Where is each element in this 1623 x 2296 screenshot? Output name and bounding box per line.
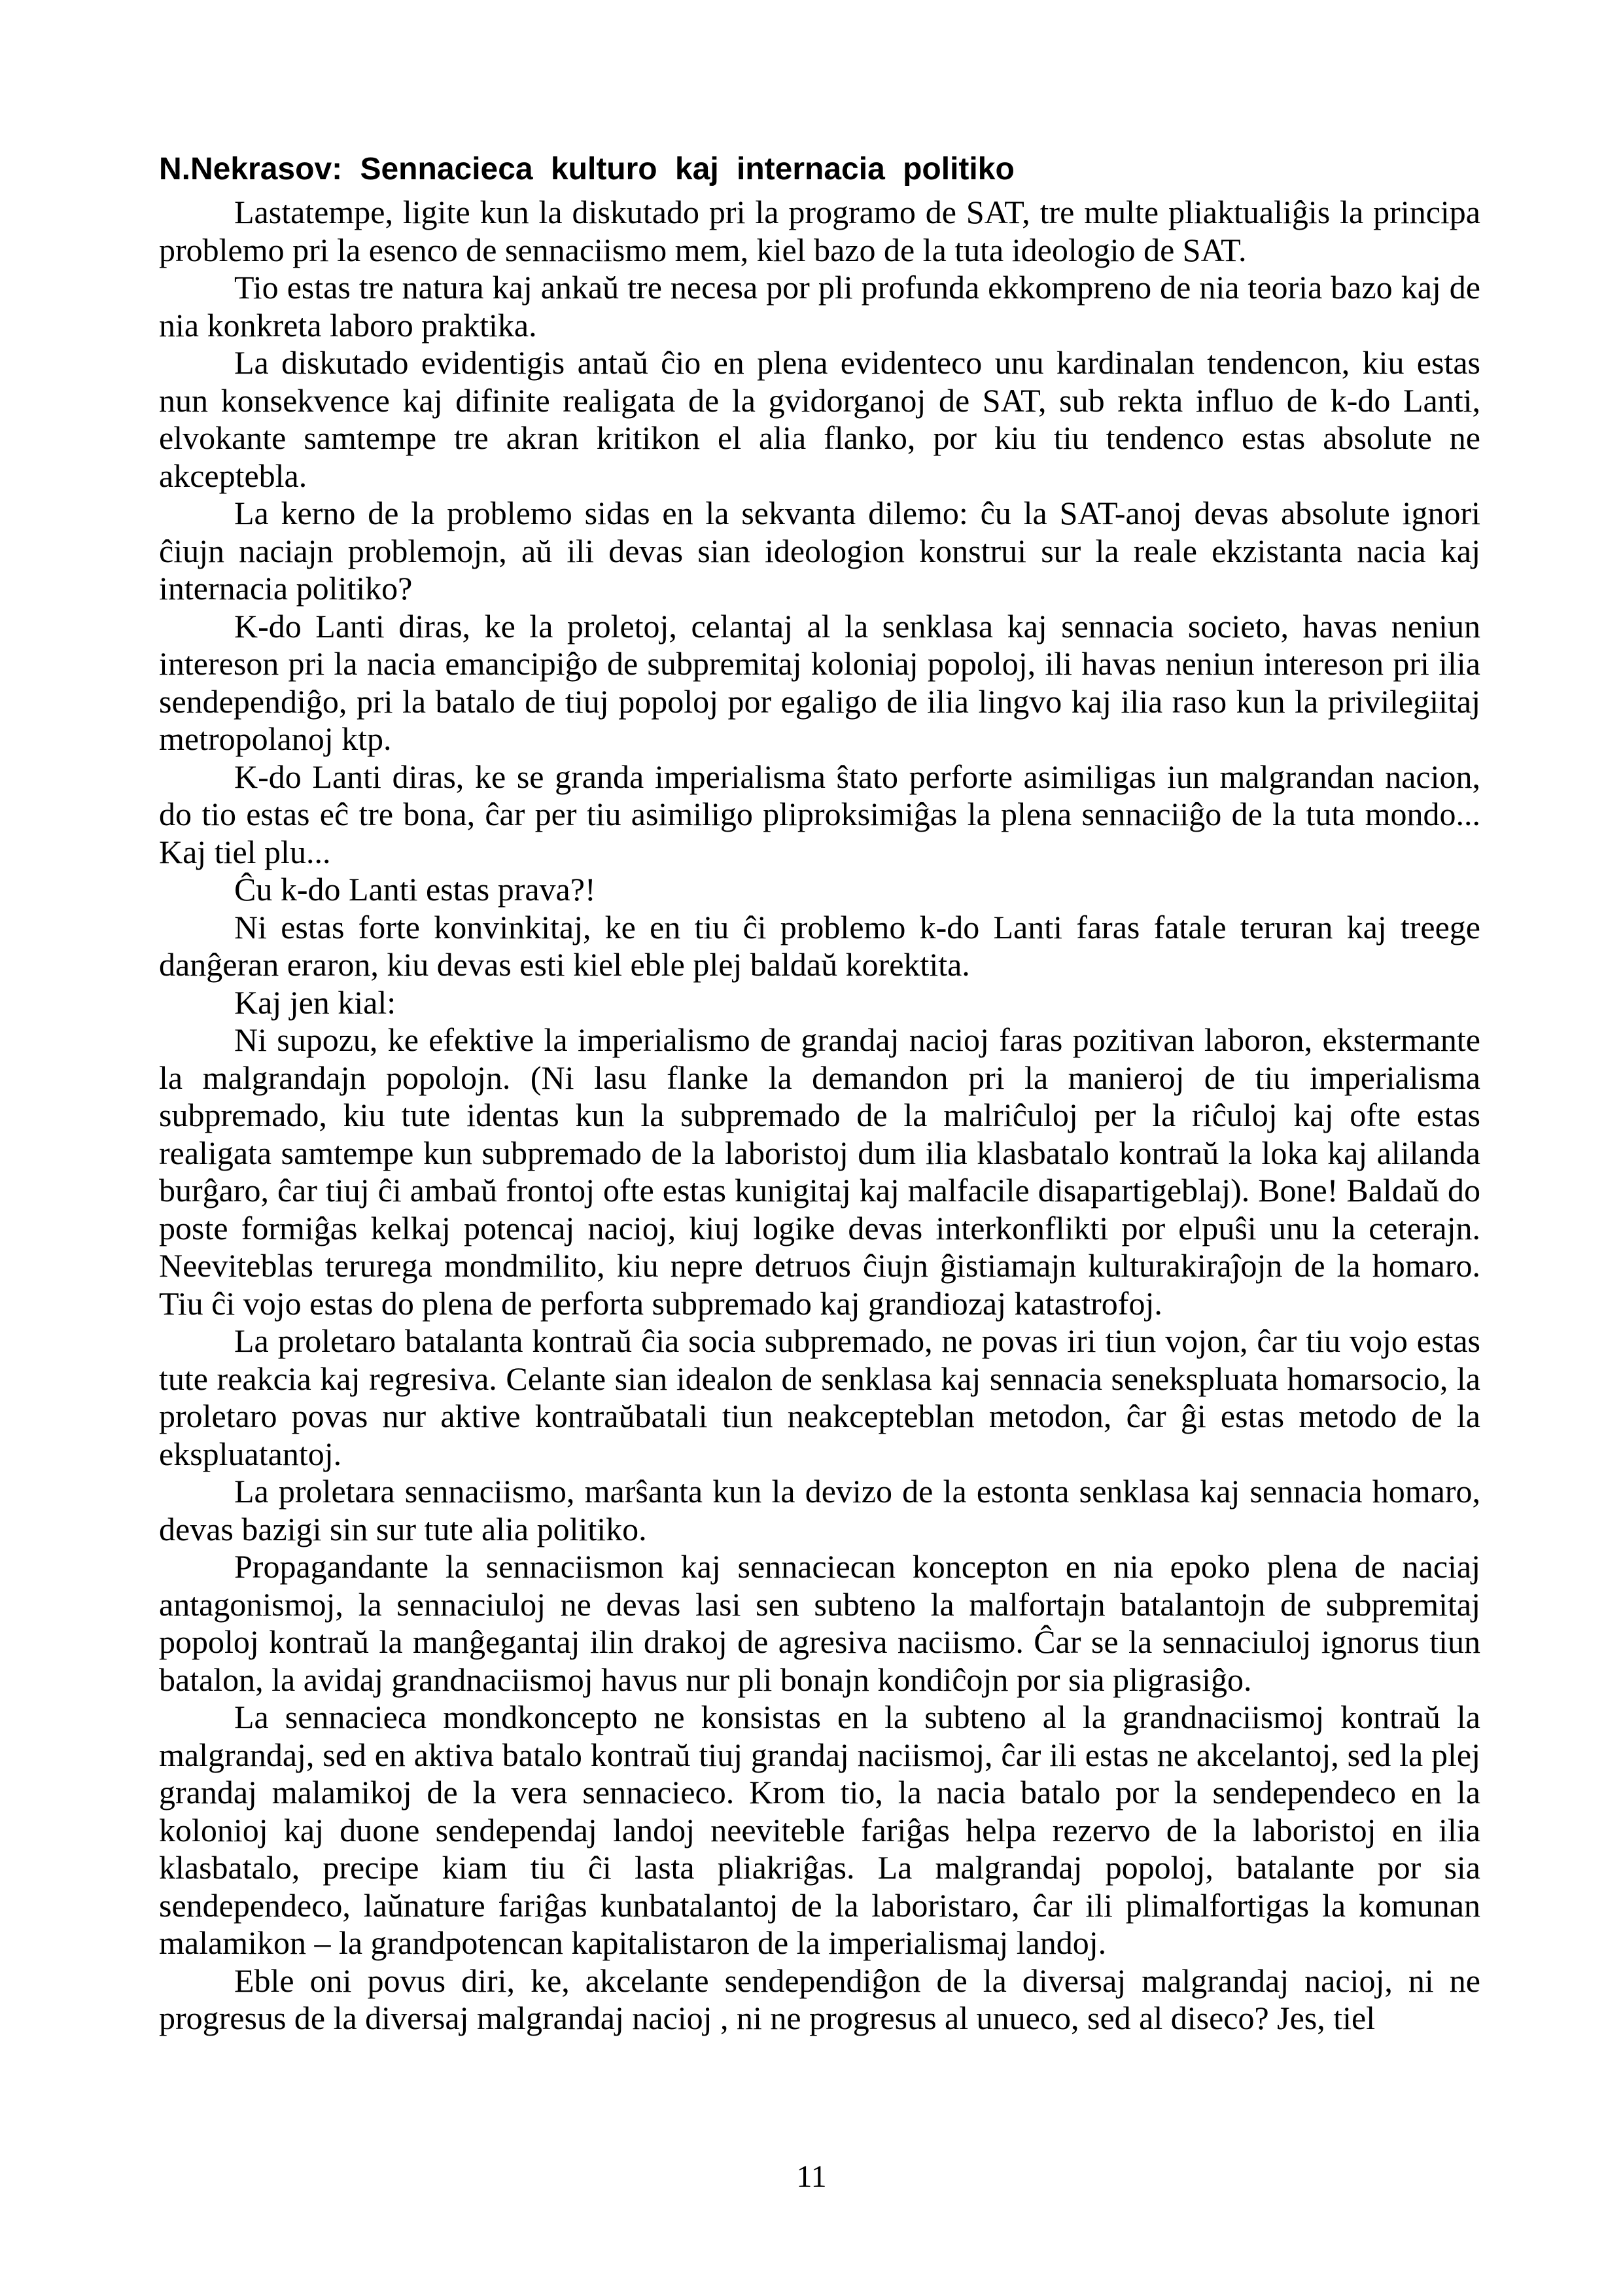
body-paragraphs	[159, 194, 1480, 2038]
paragraph: Ni estas forte konvinkitaj, ke en tiu ĉi problemo k-do Lanti faras fatale teruran kaj treege danĝeran eraron, kiu devas esti kiel eble plej baldaŭ korektita.	[159, 908, 1480, 983]
paragraph: La proletaro batalanta kontraŭ ĉia socia subpremado, ne povas iri tiun vojon, ĉar tiu vojo estas tute reakcia kaj regresiva. Celante sian idealon de senklasa kaj sennacia senekspluata homarsocio, la proletaro povas nur aktive kontraŭbatali tiun neakcepteblan metodon, ĉar ĝi estas metodo de la ekspluatantoj.	[159, 1322, 1480, 1472]
paragraph: Propagandante la sennaciismon kaj sennaciecan koncepton en nia epoko plena de naciaj antagonismoj, la sennaciuloj ne devas lasi sen subteno la malfortajn batalantojn de subpremitaj popoloj kontraŭ la manĝegantaj ilin drakoj de agresiva naciismo. Ĉar se la sennaciuloj ignorus tiun batalon, la avidaj grandnaciismoj havus nur pli bonajn kondiĉojn por sia pligrasiĝo.	[159, 1548, 1480, 1698]
paragraph: Ni supozu, ke efektive la imperialismo de grandaj nacioj faras pozitivan laboron, ekstermante la malgrandajn popolojn. (Ni lasu flanke la demandon pri la manieroj de tiu imperialisma subpremado, kiu tute identas kun la subpremado de la malriĉuloj per la riĉuloj kaj ofte estas realigata samtempe kun subpremado de la laboristoj dum ilia klasbatalo kontraŭ la loka kaj alilanda burĝaro, ĉar tiuj ĉi ambaŭ frontoj ofte estas kunigitaj kaj malfacile disapartigeblaj). Bone! Baldaŭ do poste formiĝas kelkaj potencaj nacioj, kiuj logike devas interkonflikti por elpuŝi unu la ceterajn. Neeviteblas terurega mondmilito, kiu nepre detruos ĉiujn ĝistiamajn kulturakiraĵojn de la homaro. Tiu ĉi vojo estas do plena de perforta subpremado kaj grandiozaj katastrofoj.	[159, 1021, 1480, 1322]
paragraph: Kaj jen kial:	[234, 983, 396, 1021]
paragraph: La proletara sennaciismo, marŝanta kun la devizo de la estonta senklasa kaj sennacia homaro, devas bazigi sin sur tute alia politiko.	[159, 1473, 1480, 1547]
article-title: N.Nekrasov: Sennacieca kulturo kaj internacia politiko	[159, 152, 1015, 186]
paragraph: Ĉu k-do Lanti estas prava?!	[234, 871, 596, 908]
paragraph: Eble oni povus diri, ke, akcelante sendependiĝon de la diversaj malgrandaj nacioj, ni ne progresus de la diversaj malgrandaj nacioj , ni ne progresus al unueco, sed al diseco? Jes, tiel	[159, 1962, 1480, 2036]
paragraph: Lastatempe, ligite kun la diskutado pri la programo de SAT, tre multe pliaktualiĝis la principa problemo pri la esenco de sennaciismo mem, kiel bazo de la tuta ideologio de SAT.	[159, 194, 1480, 268]
text-column	[159, 149, 1480, 2038]
paragraph: Tio estas tre natura kaj ankaŭ tre necesa por pli profunda ekkompreno de nia teoria bazo kaj de nia konkreta laboro praktika.	[159, 269, 1480, 344]
paragraph: K-do Lanti diras, ke la proletoj, celantaj al la senklasa kaj sennacia societo, havas neniun intereson pri la nacia emancipiĝo de subpremitaj koloniaj popoloj, ili havas neniun intereson pri ilia sendependiĝo, pri la batalo de tiuj popoloj por egaligo de ilia lingvo kaj ilia raso kun la privilegiitaj metropolanoj ktp.	[159, 607, 1480, 757]
paragraph: La kerno de la problemo sidas en la sekvanta dilemo: ĉu la SAT-anoj devas absolute ignori ĉiujn naciajn problemojn, aŭ ili devas sian ideologion konstrui sur la reale ekzistanta nacia kaj internacia politiko?	[159, 495, 1480, 607]
paragraph: La diskutado evidentigis antaŭ ĉio en plena evidenteco unu kardinalan tendencon, kiu estas nun konsekvence kaj difinite realigata de la gvidorganoj de SAT, sub rekta influo de k-do Lanti, elvokante samtempe tre akran kritikon el alia flanko, por kiu tiu tendenco estas absolute ne akceptebla.	[159, 344, 1480, 494]
page-number: 11	[796, 2159, 827, 2194]
paragraph: K-do Lanti diras, ke se granda imperialisma ŝtato perforte asimiligas iun malgrandan nacion, do tio estas eĉ tre bona, ĉar per tiu asimiligo pliproksimiĝas la plena sennaciiĝo de la tuta mondo... Kaj tiel plu...	[159, 758, 1480, 870]
paragraph: La sennacieca mondkoncepto ne konsistas en la subteno al la grandnaciismoj kontraŭ la malgrandaj, sed en aktiva batalo kontraŭ tiuj grandaj naciismoj, ĉar ili estas ne akcelantoj, sed la plej grandaj malamikoj de la vera sennacieco. Krom tio, la nacia batalo por la sendependeco en la kolonioj kaj duone sendependaj landoj neeviteble fariĝas helpa rezervo de la laboristoj en ilia klasbatalo, precipe kiam tiu ĉi lasta pliakriĝas. La malgrandaj popoloj, batalante por sia sendependeco, laŭnature fariĝas kunbatalantoj de la laboristaro, ĉar ili plimalfortigas la komunan malamikon – la grandpotencan kapitalistaron de la imperialismaj landoj.	[159, 1699, 1480, 1961]
